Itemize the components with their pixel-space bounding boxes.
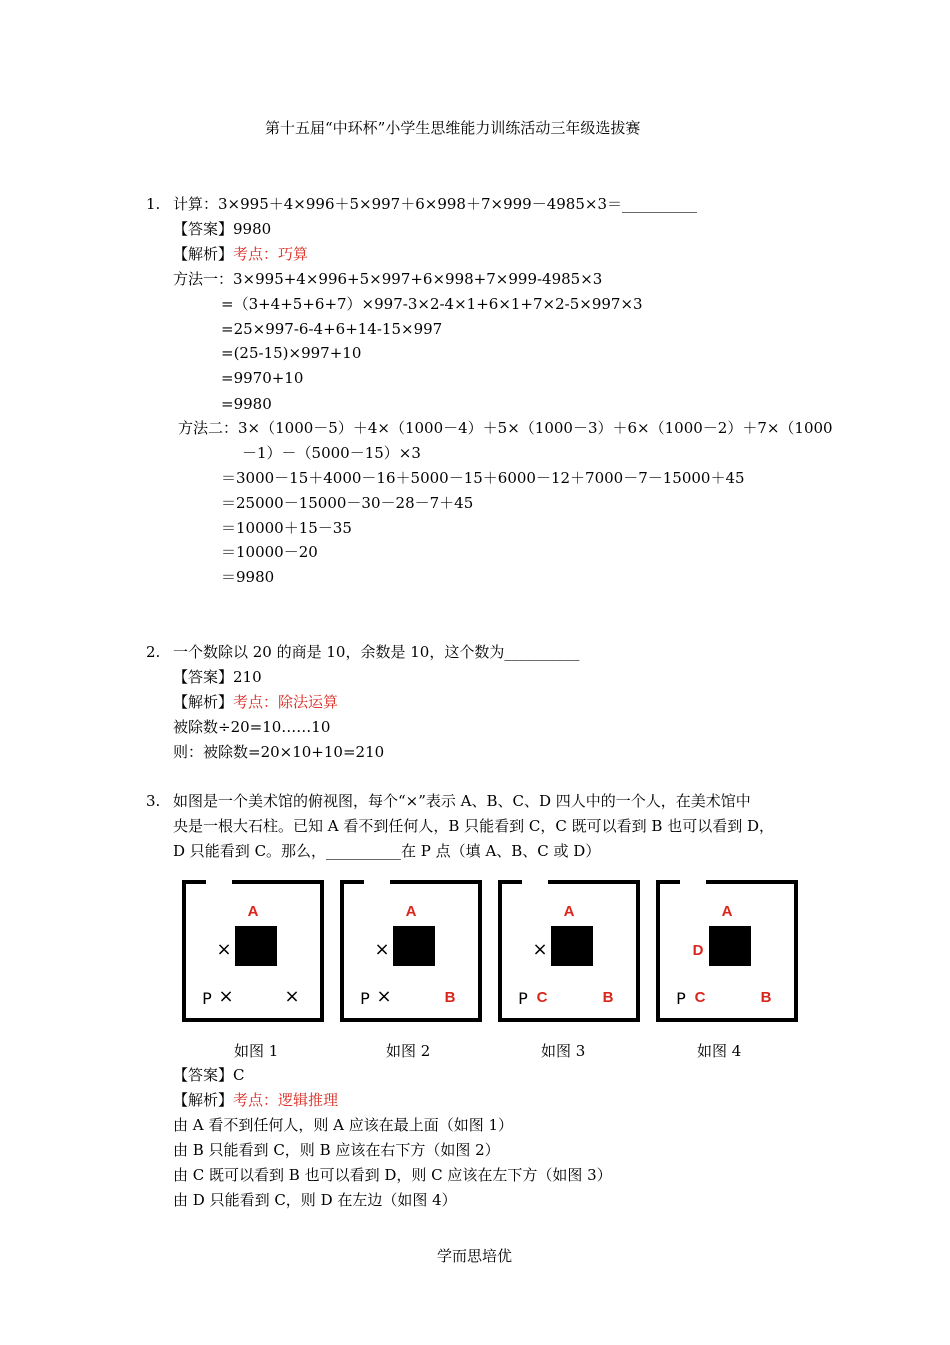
method2-step: ＝3000－15＋4000－16＋5000－15＋6000－12＋7000－7－15000＋45	[221, 469, 745, 487]
q1-number: 1.	[146, 195, 161, 213]
q1-question: 计算：3×995＋4×996＋5×997＋6×998＋7×999－4985×3＝__________	[173, 195, 697, 213]
answer-value: 210	[233, 668, 262, 686]
q3-line: 由 B 只能看到 C，则 B 应该在右下方（如图 2）	[173, 1141, 500, 1159]
method2-step: ＝25000－15000－30－28－7＋45	[221, 494, 474, 512]
answer-label: 【答案】	[173, 220, 234, 238]
label-right: B	[760, 989, 772, 1006]
method1-step: =（3+4+5+6+7）×997-3×2-4×1+6×1+7×2-5×997×3	[221, 295, 643, 313]
gallery-figure	[656, 880, 798, 1022]
label-top: A	[721, 903, 733, 920]
gallery-figure	[340, 880, 482, 1022]
label-p-mark: ×	[376, 986, 392, 1007]
figure-caption: 如图 3	[541, 1042, 586, 1060]
p-label: P	[360, 989, 370, 1008]
q3-line: 由 C 既可以看到 B 也可以看到 D，则 C 应该在左下方（如图 3）	[173, 1166, 612, 1184]
p-label: P	[676, 989, 686, 1008]
answer-value: C	[233, 1066, 245, 1084]
label-left: ×	[216, 939, 232, 960]
figure-caption: 如图 1	[234, 1042, 279, 1060]
label-left: ×	[532, 939, 548, 960]
method2-step: ＝10000－20	[221, 543, 318, 561]
label-left: D	[692, 942, 704, 959]
floor-plan	[182, 880, 324, 1022]
q3-question-line: 如图是一个美术馆的俯视图，每个“×”表示 A、B、C、D 四人中的一个人，在美术馆中	[173, 792, 751, 810]
label-top: A	[563, 903, 575, 920]
q3-question-line: D 只能看到 C。那么，__________在 P 点（填 A、B、C 或 D）	[173, 842, 601, 860]
label-top: A	[405, 903, 417, 920]
answer-label: 【答案】	[173, 1066, 234, 1084]
q2-answer-line	[173, 668, 262, 686]
label-right: ×	[284, 986, 300, 1007]
q3-question-line: 央是一根大石柱。已知 A 看不到任何人，B 只能看到 C，C 既可以看到 B 也可以看到 D，	[173, 817, 775, 835]
analysis-label: 【解析】	[173, 693, 234, 711]
q3-number: 3.	[146, 792, 161, 810]
method2-line: 方法二：3×（1000－5）＋4×（1000－4）＋5×（1000－3）＋6×（1000－2）＋7×（1000	[178, 419, 833, 437]
analysis-label: 【解析】	[173, 245, 234, 263]
topic-label: 考点：逻辑推理	[233, 1091, 339, 1109]
answer-value: 9980	[233, 220, 272, 238]
label-left: ×	[374, 939, 390, 960]
floor-plan	[498, 880, 640, 1022]
p-label: P	[202, 989, 212, 1008]
gallery-figure	[498, 880, 640, 1022]
method2-step: ＝10000＋15－35	[221, 519, 352, 537]
q3-analysis-line	[173, 1091, 338, 1109]
topic-label: 考点：除法运算	[233, 693, 339, 711]
method2-step: ＝9980	[221, 568, 275, 586]
floor-plan	[340, 880, 482, 1022]
q2-analysis-line	[173, 693, 338, 711]
page-footer: 学而思培优	[437, 1247, 513, 1265]
q1-answer-line	[173, 220, 271, 238]
gallery-figure	[182, 880, 324, 1022]
label-top: A	[247, 903, 259, 920]
q2-number: 2.	[146, 643, 161, 661]
stone-pillar	[235, 926, 277, 966]
figure-caption: 如图 2	[386, 1042, 431, 1060]
q2-question: 一个数除以 20 的商是 10，余数是 10，这个数为__________	[173, 643, 580, 661]
label-p-mark: C	[536, 989, 548, 1006]
method1-step: =9980	[221, 395, 272, 413]
label-p-mark: C	[694, 989, 706, 1006]
q3-line: 由 D 只能看到 C，则 D 在左边（如图 4）	[173, 1191, 457, 1209]
method1-step: =25×997-6-4+6+14-15×997	[221, 320, 443, 338]
q2-line: 则：被除数=20×10+10=210	[173, 743, 385, 761]
stone-pillar	[551, 926, 593, 966]
label-right: B	[602, 989, 614, 1006]
method1-step: =(25-15)×997+10	[221, 344, 362, 362]
analysis-label: 【解析】	[173, 1091, 234, 1109]
method2-line-cont: －1）－（5000－15）×3	[242, 444, 421, 462]
method1-step: =9970+10	[221, 369, 304, 387]
topic-label: 考点：巧算	[233, 245, 309, 263]
stone-pillar	[709, 926, 751, 966]
stone-pillar	[393, 926, 435, 966]
page-title: 第十五届“中环杯”小学生思维能力训练活动三年级选拔赛	[265, 119, 641, 137]
label-right: B	[444, 989, 456, 1006]
q1-analysis-line	[173, 245, 308, 263]
q3-answer-line	[173, 1066, 245, 1084]
floor-plan	[656, 880, 798, 1022]
answer-label: 【答案】	[173, 668, 234, 686]
q2-line: 被除数÷20=10……10	[173, 718, 331, 736]
method1-line: 方法一：3×995+4×996+5×997+6×998+7×999-4985×3	[173, 270, 603, 288]
q3-line: 由 A 看不到任何人，则 A 应该在最上面（如图 1）	[173, 1116, 514, 1134]
p-label: P	[518, 989, 528, 1008]
label-p-mark: ×	[218, 986, 234, 1007]
figure-caption: 如图 4	[697, 1042, 742, 1060]
